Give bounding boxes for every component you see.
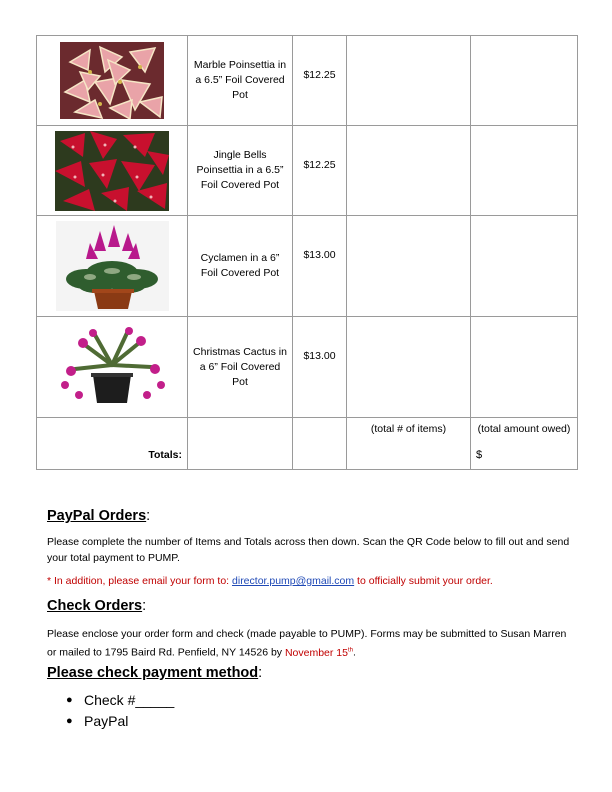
- item-amount-field[interactable]: [471, 126, 578, 216]
- payment-method-heading: Please check payment method:: [47, 665, 263, 681]
- payment-option-paypal[interactable]: ● PayPal: [84, 711, 174, 732]
- paypal-instructions: Please complete the number of Items and Totals across then down. Scan the QR Code below to fill out and send your total payment to PUMP.: [47, 536, 570, 564]
- product-row: [37, 216, 578, 317]
- email-notice: * In addition, please email your form to: director.pump@gmail.com to officially submit your order.: [47, 575, 493, 587]
- cyclamen-photo: [56, 221, 169, 311]
- total-amount-field[interactable]: [471, 418, 578, 470]
- item-count-field[interactable]: [347, 317, 471, 418]
- marble-poinsettia-photo: [60, 42, 164, 119]
- total-amount-label: (total amount owed): [477, 423, 571, 435]
- item-amount-field[interactable]: [471, 36, 578, 126]
- check-instructions: Please enclose your order form and check (made payable to PUMP). Forms may be submitted to Susan Marren or mailed to 1795 Baird Rd. Penfield, NY 14526 by November 15th.: [47, 628, 567, 659]
- totals-row: [37, 418, 578, 470]
- product-row: [37, 36, 578, 126]
- total-items-field[interactable]: [347, 418, 471, 470]
- product-price: $12.25: [293, 126, 347, 216]
- product-price: $13.00: [293, 216, 347, 317]
- payment-option-check[interactable]: ● Check #_____: [84, 690, 174, 711]
- item-amount-field[interactable]: [471, 216, 578, 317]
- order-table: [36, 35, 578, 470]
- item-count-field[interactable]: [347, 126, 471, 216]
- product-name: Cyclamen in a 6” Foil Covered Pot: [188, 216, 293, 317]
- item-count-field[interactable]: [347, 216, 471, 317]
- item-count-field[interactable]: [347, 36, 471, 126]
- payment-method-list: [47, 690, 174, 732]
- product-row: [37, 126, 578, 216]
- product-name: Jingle Bells Poinsettia in a 6.5” Foil Covered Pot: [188, 126, 293, 216]
- totals-label: Totals:: [37, 418, 188, 470]
- deadline-date: November 15th: [284, 646, 353, 659]
- product-name: Christmas Cactus in a 6” Foil Covered Pot: [188, 317, 293, 418]
- christmas-cactus-photo: [55, 325, 169, 409]
- item-amount-field[interactable]: [471, 317, 578, 418]
- product-name: Marble Poinsettia in a 6.5” Foil Covered Pot: [188, 36, 293, 126]
- bullet-icon: ●: [66, 715, 73, 727]
- email-link[interactable]: director.pump@gmail.com: [232, 575, 355, 587]
- bullet-icon: ●: [66, 694, 73, 706]
- paypal-orders-heading: PayPal Orders:: [47, 508, 151, 524]
- check-orders-heading: Check Orders:: [47, 598, 147, 614]
- product-price: $12.25: [293, 36, 347, 126]
- jingle-bells-poinsettia-photo: [55, 131, 169, 211]
- total-items-label: (total # of items): [370, 423, 447, 435]
- currency-sign: $: [476, 449, 483, 461]
- product-price: $13.00: [293, 317, 347, 418]
- product-row: [37, 317, 578, 418]
